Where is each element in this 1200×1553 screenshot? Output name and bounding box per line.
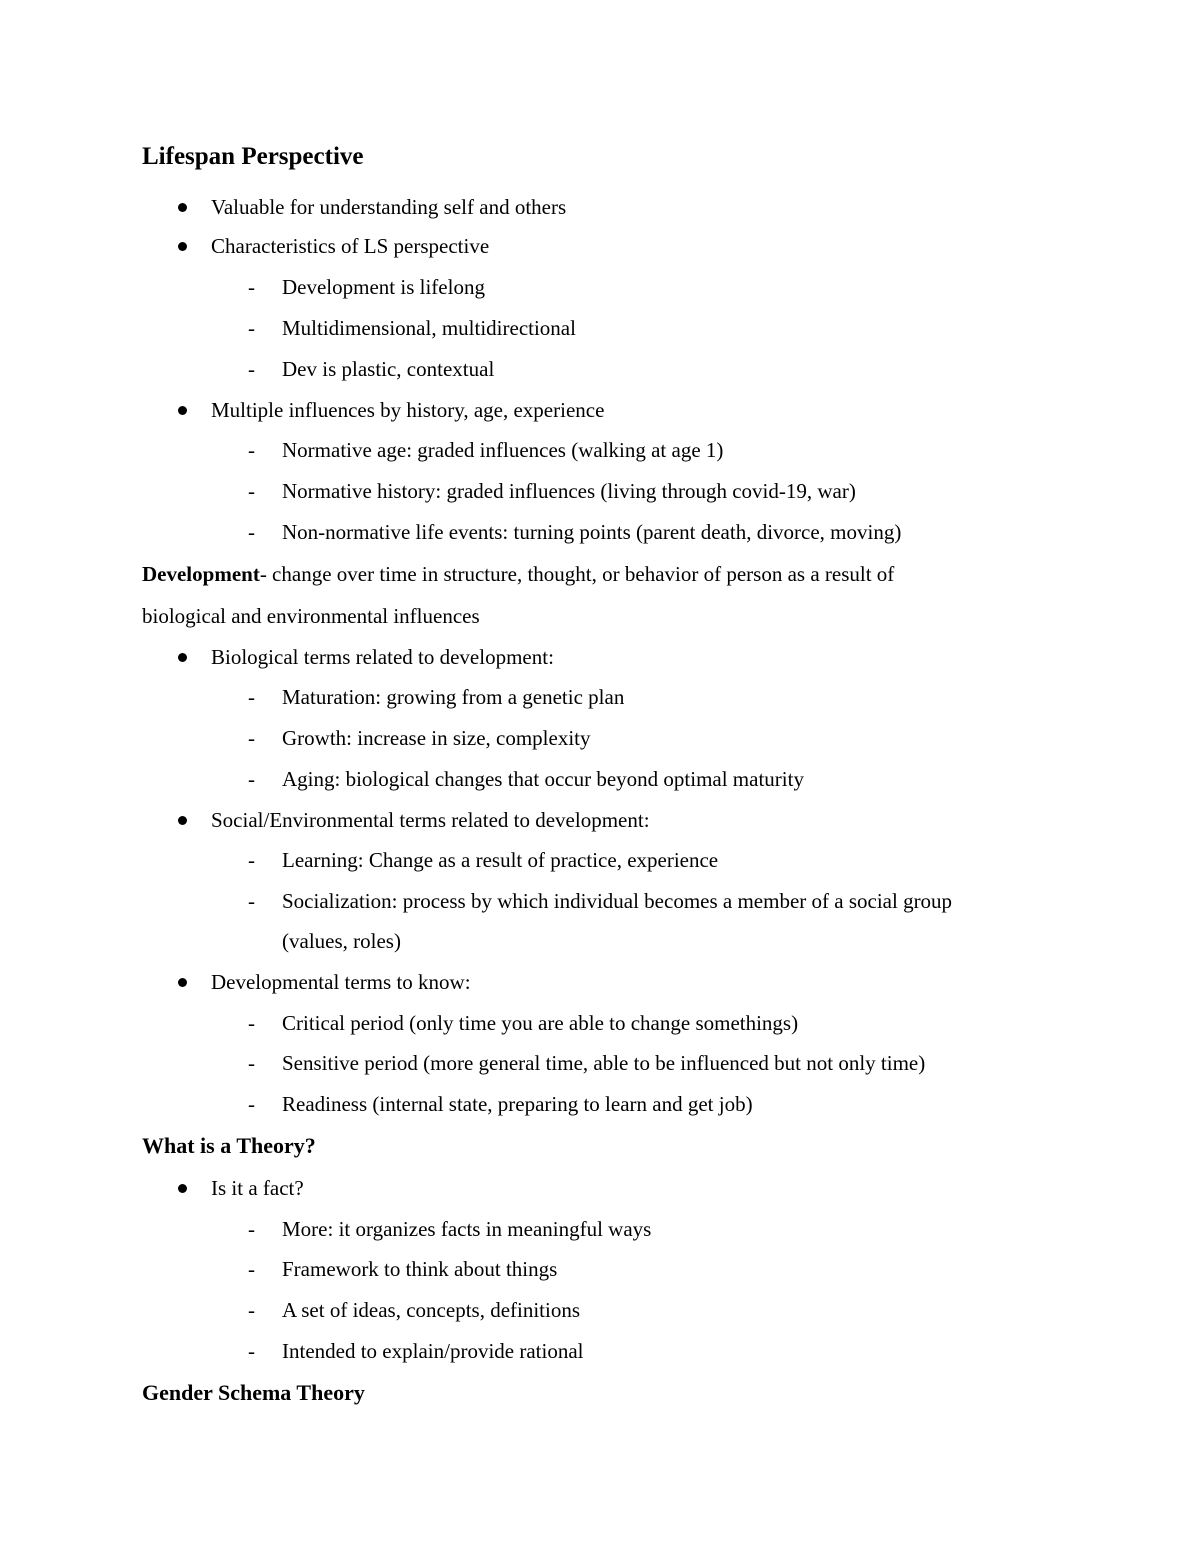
dash-text: Learning: Change as a result of practice, experience bbox=[282, 848, 719, 872]
bullet-text: Characteristics of LS perspective bbox=[211, 234, 490, 258]
dash-text: Framework to think about things bbox=[282, 1257, 558, 1281]
dash-icon: - bbox=[248, 275, 255, 299]
dash-icon: - bbox=[248, 438, 255, 462]
dash-text: Normative history: graded influences (living through covid-19, war) bbox=[282, 479, 856, 503]
page-title: Lifespan Perspective bbox=[142, 143, 364, 170]
dash-icon: - bbox=[248, 1257, 255, 1281]
definition-paragraph-cont: biological and environmental influences bbox=[142, 604, 480, 628]
bullet-icon bbox=[178, 978, 187, 987]
dash-icon: - bbox=[248, 520, 255, 544]
dash-text: Sensitive period (more general time, able to be influenced but not only time) bbox=[282, 1051, 926, 1075]
section-heading: What is a Theory? bbox=[142, 1133, 316, 1158]
dash-text: Maturation: growing from a genetic plan bbox=[282, 685, 625, 709]
dash-text: Socialization: process by which individual becomes a member of a social group bbox=[282, 889, 953, 913]
dash-text: Development is lifelong bbox=[282, 275, 485, 299]
dash-icon: - bbox=[248, 316, 255, 340]
dash-text: A set of ideas, concepts, definitions bbox=[282, 1298, 581, 1322]
bullet-text: Biological terms related to development: bbox=[211, 645, 554, 669]
bullet-icon bbox=[178, 653, 187, 662]
dash-icon: - bbox=[248, 889, 255, 913]
dash-text: Multidimensional, multidirectional bbox=[282, 316, 576, 340]
dash-icon: - bbox=[248, 685, 255, 709]
bullet-icon bbox=[178, 242, 187, 251]
dash-icon: - bbox=[248, 479, 255, 503]
dash-text: Non-normative life events: turning points (parent death, divorce, moving) bbox=[282, 520, 902, 544]
dash-text: Aging: biological changes that occur beyond optimal maturity bbox=[282, 767, 804, 791]
dash-text: Growth: increase in size, complexity bbox=[282, 726, 591, 750]
bullet-icon bbox=[178, 816, 187, 825]
bullet-text: Developmental terms to know: bbox=[211, 970, 471, 994]
dash-text: Critical period (only time you are able to change somethings) bbox=[282, 1011, 799, 1035]
dash-icon: - bbox=[248, 1092, 255, 1116]
section-heading: Gender Schema Theory bbox=[142, 1380, 365, 1405]
dash-text: Normative age: graded influences (walking at age 1) bbox=[282, 438, 724, 462]
dash-icon: - bbox=[248, 1339, 255, 1363]
dash-icon: - bbox=[248, 767, 255, 791]
bullet-icon bbox=[178, 1184, 187, 1193]
dash-icon: - bbox=[248, 357, 255, 381]
dash-icon: - bbox=[248, 1051, 255, 1075]
bullet-text: Social/Environmental terms related to development: bbox=[211, 808, 650, 832]
dash-icon: - bbox=[248, 1011, 255, 1035]
dash-text: More: it organizes facts in meaningful ways bbox=[282, 1217, 652, 1241]
dash-text: Intended to explain/provide rational bbox=[282, 1339, 584, 1363]
definition-paragraph bbox=[142, 559, 894, 589]
bullet-icon bbox=[178, 406, 187, 415]
bullet-text: Multiple influences by history, age, experience bbox=[211, 398, 605, 422]
bullet-text: Valuable for understanding self and others bbox=[211, 195, 567, 219]
dash-icon: - bbox=[248, 848, 255, 872]
dash-icon: - bbox=[248, 726, 255, 750]
dash-icon: - bbox=[248, 1217, 255, 1241]
dash-text: Dev is plastic, contextual bbox=[282, 357, 495, 381]
definition-term: Development bbox=[142, 562, 260, 586]
dash-icon: - bbox=[248, 1298, 255, 1322]
dash-text: Readiness (internal state, preparing to learn and get job) bbox=[282, 1092, 753, 1116]
definition-text: - change over time in structure, thought, or behavior of person as a result of bbox=[259, 562, 895, 586]
bullet-text: Is it a fact? bbox=[211, 1176, 304, 1200]
bullet-icon bbox=[178, 203, 187, 212]
dash-text: (values, roles) bbox=[282, 929, 401, 953]
